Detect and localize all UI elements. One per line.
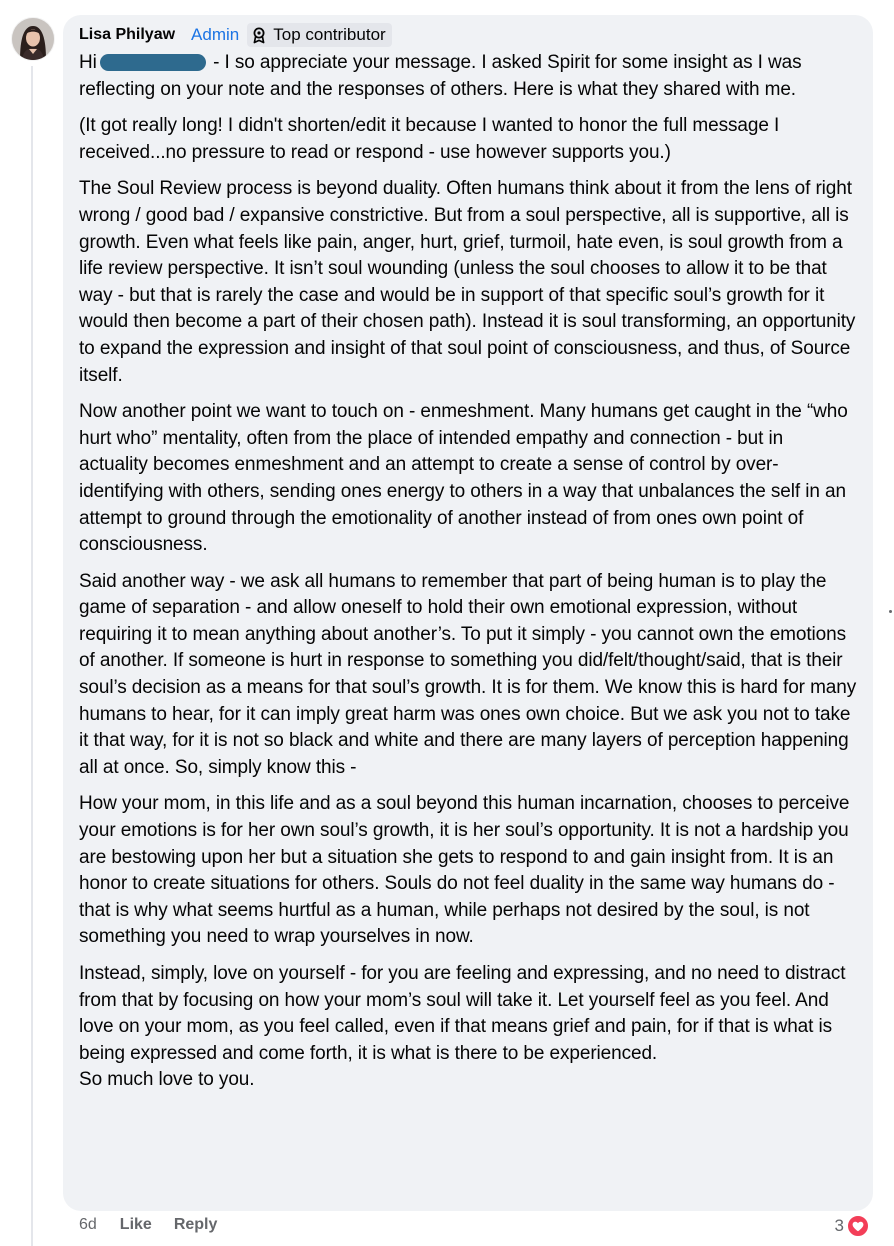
comment-actions bbox=[79, 1216, 239, 1234]
award-ribbon-icon bbox=[252, 27, 266, 44]
top-contributor-badge[interactable] bbox=[247, 23, 391, 47]
greeting-prefix: Hi bbox=[79, 52, 97, 73]
comment-paragraph-0 bbox=[79, 50, 857, 103]
author-name[interactable]: Lisa Philyaw bbox=[79, 26, 176, 43]
comment-paragraph-2: The Soul Review process is beyond duality. Often humans think about it from the lens of right wrong / good bad / expansive constrictive. But from a soul perspective, all is supportive, all is growth. Even what feels like pain, anger, hurt, grief, turmoil, hate even, is soul growth from a life review perspective. It isn’t soul wounding (unless the soul chooses to allow it to be that way - but that is rarely the case and would be in support of that specific soul’s growth for it would then become a part of their chosen path). Instead it is soul transforming, an opportunity to expand the expression and insight of that soul point of consciousness, and thus, of Source itself. bbox=[79, 178, 856, 386]
comment-paragraph-1: (It got really long! I didn't shorten/edit it because I wanted to honor the full message I received...no pressure to read or respond - use however supports you.) bbox=[79, 115, 780, 163]
reaction-count: 3 bbox=[834, 1216, 844, 1235]
thread-line bbox=[31, 66, 33, 1246]
avatar[interactable] bbox=[12, 18, 54, 60]
redacted-name bbox=[100, 54, 206, 71]
reply-button[interactable]: Reply bbox=[173, 1216, 218, 1233]
avatar-photo bbox=[12, 18, 54, 60]
comment-paragraph-3: Now another point we want to touch on - enmeshment. Many humans get caught in the “who hurt who” mentality, often from the place of intended empathy and connection - but in actuality becomes enmeshment and an attempt to create a sense of control by over-identifying with others, sending ones energy to others in a way that unbalances the self in an attempt to ground through the emotionality of another instead of from ones own point of consciousness. bbox=[79, 401, 848, 556]
comment-paragraph-5: How your mom, in this life and as a soul beyond this human incarnation, chooses to perceive your emotions is for her own soul’s growth, it is her soul’s opportunity. It is not a hardship you are bestowing upon her but a situation she gets to respond to and gain insight from. It is an honor to create situations for others. Souls do not feel duality in the same way humans do - that is why what seems hurtful as a human, while perhaps not desired by the soul, is not something you need to wrap yourselves in now. bbox=[79, 793, 850, 948]
more-options-dot[interactable] bbox=[889, 610, 892, 613]
comment-bubble bbox=[63, 15, 873, 1211]
comment-paragraph-6: Instead, simply, love on yourself - for you are feeling and expressing, and no need to distract from that by focusing on how your mom’s soul will take it. Let yourself feel as you feel. And love on your mom, as you feel called, even if that means grief and pain, for if that is what is being expressed and come forth, it is what is there to be experienced. bbox=[79, 963, 846, 1064]
admin-label[interactable]: Admin bbox=[191, 25, 240, 44]
heart-reaction-icon bbox=[846, 1214, 870, 1238]
comment-timestamp[interactable]: 6d bbox=[79, 1216, 97, 1233]
badge-label: Top contributor bbox=[273, 25, 386, 44]
comment-paragraph-4: Said another way - we ask all humans to remember that part of being human is to play the game of separation - and allow oneself to hold their own emotional expression, without requiring it to mean anything about another’s. To put it simply - you cannot own the emotions of another. If someone is hurt in response to something you did/felt/thought/said, that is their soul’s decision as a means for that soul’s growth. It is for them. We know this is hard for many humans to hear, for it can imply great harm was ones own choice. But we ask you not to take it that way, for it is not so black and white and there are many layers of perception happening all at once. So, simply know this - bbox=[79, 570, 857, 778]
like-button[interactable]: Like bbox=[119, 1216, 152, 1233]
greeting-text: - I so appreciate your message. I asked Spirit for some insight as I was reflecting on your note and the responses of others. Here is what they shared with me. bbox=[79, 52, 802, 100]
heart-icon bbox=[852, 1221, 864, 1232]
comment-closing: So much love to you. bbox=[79, 1069, 255, 1091]
comment-body bbox=[79, 50, 857, 1094]
reaction-summary[interactable] bbox=[835, 1214, 870, 1238]
comment-header bbox=[79, 22, 857, 48]
